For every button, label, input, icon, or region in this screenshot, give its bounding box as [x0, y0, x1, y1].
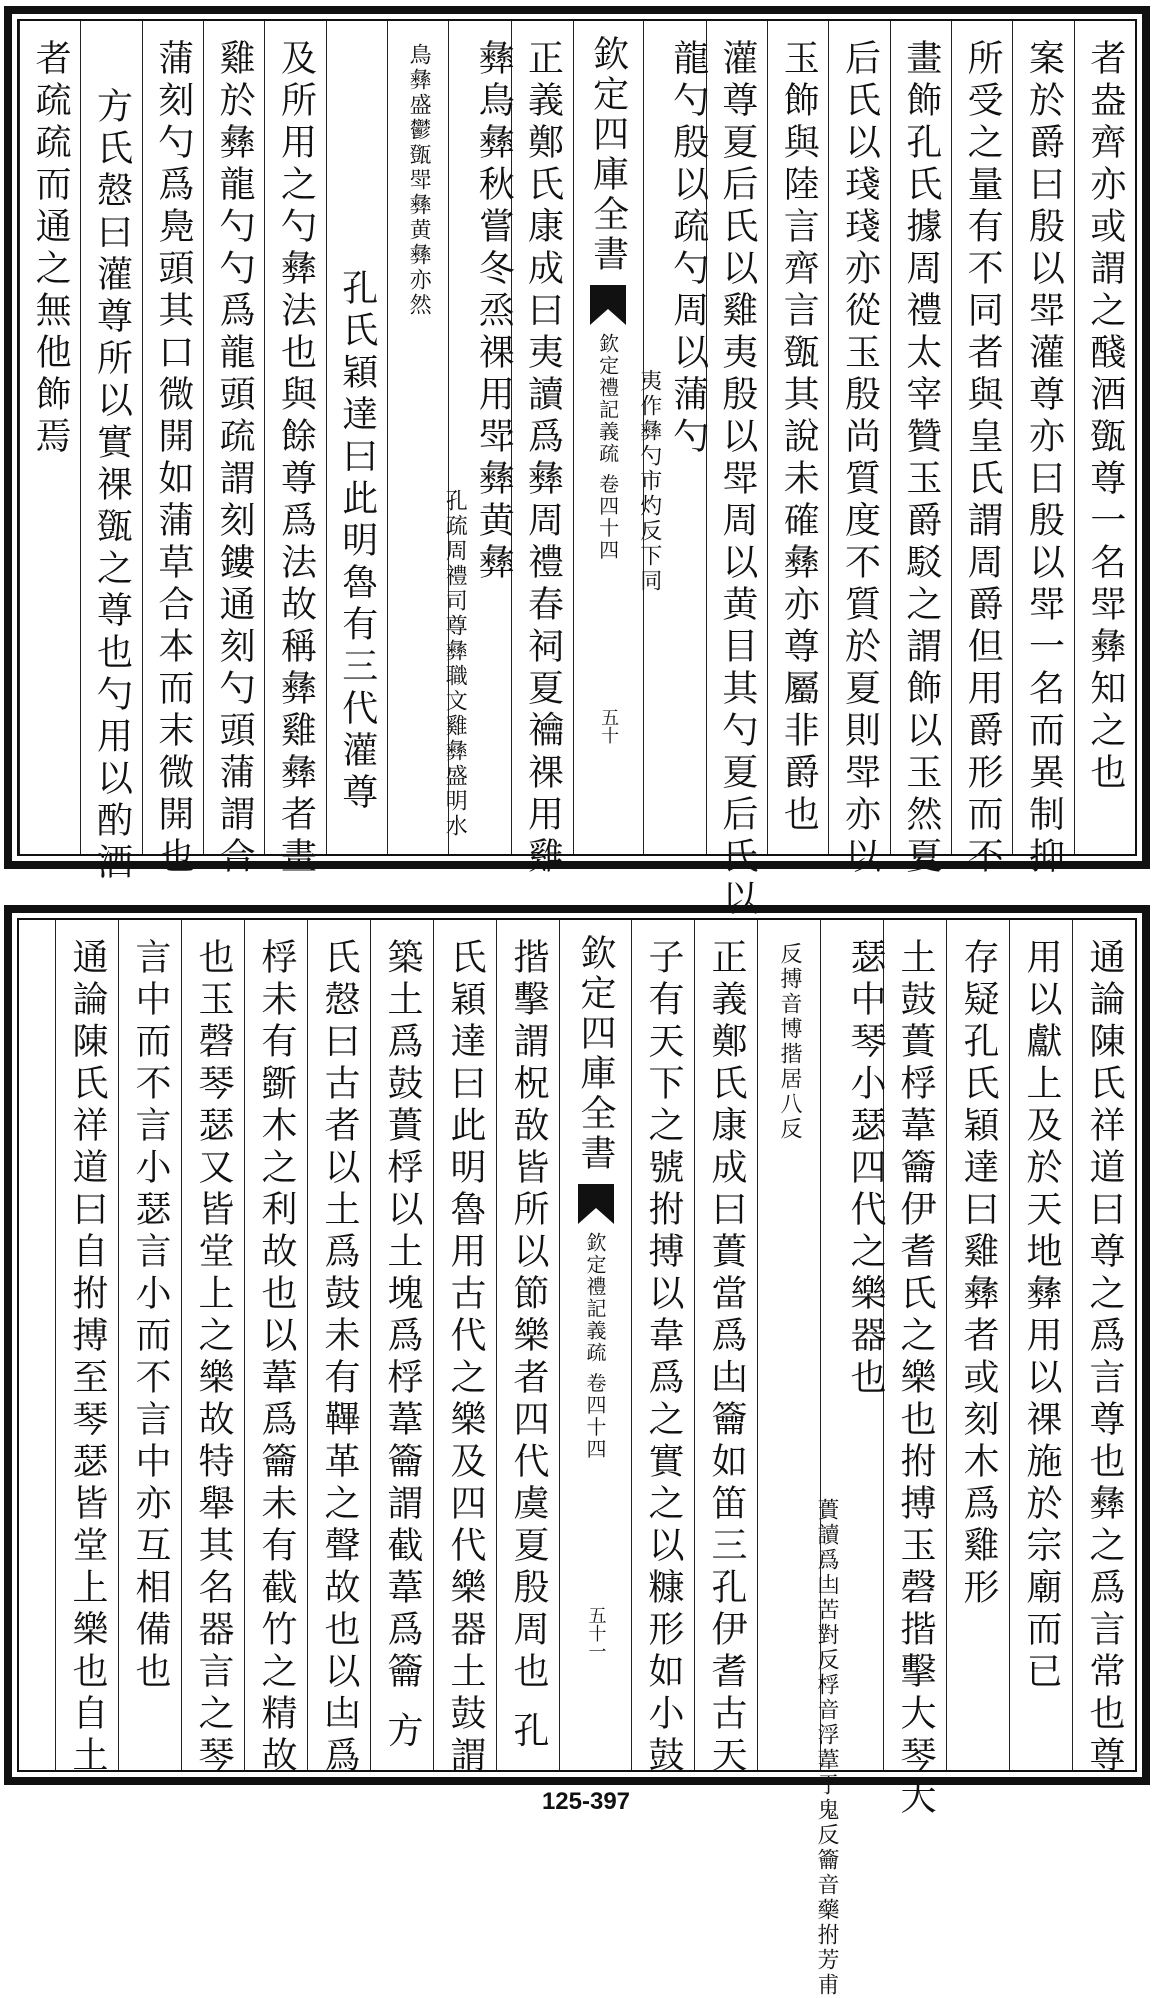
fishtail-mark-icon [578, 1184, 614, 1224]
text-column: 孔氏穎達曰此明魯有三代灌尊 [326, 21, 387, 854]
annotation-note: 蕢讀爲凷苦對反桴音浮葦于鬼反籥音藥拊芳甫 [814, 1498, 839, 1998]
text-column: 揩擊謂柷敔皆所以節樂者四代虞夏殷周也 孔 [496, 920, 559, 1770]
annotation-note: 反搏音博揩居八反 [777, 942, 802, 1142]
text-column: 雞於彝龍勺勺爲龍頭疏謂刻鏤通刻勺頭蒲謂合 [203, 21, 264, 854]
text-column: 案於爵曰殷以斝灌尊亦曰殷以斝一名而異制抑 [1012, 21, 1073, 854]
book-title: 欽定四庫全書 [587, 35, 629, 275]
text-column: 也玉磬琴瑟又皆堂上之樂故特舉其名器言之琴 [181, 920, 244, 1770]
top-page [4, 6, 1150, 921]
fishtail-mark-icon [590, 285, 626, 325]
text-column: 玉飾與陸言齊言㽅其說未確彝亦尊屬非爵也 [767, 21, 828, 854]
text-column: 灌尊夏后氏以雞夷殷以斝周以黄目其勺夏后氏以 [706, 21, 767, 854]
text-column: 畫飾孔氏據周禮太宰贊玉爵駁之謂飾以玉然夏 [890, 21, 951, 854]
page-footer-number: 125-397 [541, 1788, 631, 1815]
book-title: 欽定四庫全書 [575, 934, 616, 1174]
text-column: 通論陳氏祥道曰自拊搏至琴瑟皆堂上樂也自土 [55, 920, 118, 1770]
text-column: 正義鄭氏康成曰夷讀爲彝周禮春祠夏禴祼用雞 [511, 21, 572, 854]
top-page-text-area [17, 19, 1137, 921]
page-number: 五十 [598, 708, 620, 744]
text-column: 龍勺殷以疏勺周以蒲勺 夷作彝勺市灼反下同 [643, 21, 706, 854]
text-column: 土鼓蕢桴葦籥伊耆氏之樂也拊搏玉磬揩擊大琴大 [883, 920, 946, 1770]
text-column: 言中而不言小瑟言小而不言中亦互相備也 [118, 920, 181, 1770]
text-column: 蒲刻勺爲鳧頭其口微開如蒲草合本而末微開也 [142, 21, 203, 854]
text-column: 正義鄭氏康成曰蕢當爲凷籥如笛三孔伊耆古天 [694, 920, 757, 1770]
text-column: 桴未有斵木之利故也以葦爲籥未有截竹之精故 [244, 920, 307, 1770]
text-column: 方氏慤曰灌尊所以實祼㽅之尊也勺用以酌酒 [80, 21, 141, 854]
text-column: 者疏疏而通之無他飾焉 [19, 21, 80, 854]
text-column: 氏穎達曰此明魯用古代之樂及四代樂器土鼓謂 [433, 920, 496, 1770]
text-column: 通論陳氏祥道曰尊之爲言尊也彝之爲言常也尊 [1072, 920, 1135, 1770]
text-column: 子有天下之號拊搏以韋爲之實之以糠形如小鼓 [631, 920, 694, 1770]
text-column: 築土爲鼓蕢桴以土塊爲桴葦籥謂截葦爲籥 方 [370, 920, 433, 1770]
text-column: 瑟中琴小瑟四代之樂器也 蕢讀爲凷苦對反桴音浮葦于鬼反籥音藥拊芳甫 [820, 920, 883, 1770]
center-gutter [559, 920, 631, 1770]
volume-label: 欽定禮記義疏 卷四十四 [595, 333, 620, 562]
text-column: 存疑孔氏穎達曰雞彝者或刻木爲雞形 [946, 920, 1009, 1770]
text-column: 者盎齊亦或謂之醆酒㽅尊一名斝彝知之也 [1074, 21, 1135, 854]
annotation-note: 夷作彝勺市灼反下同 [636, 369, 662, 594]
annotation-note: 孔疏周禮司尊彝職文雞彝盛明水 [442, 489, 468, 839]
text-column: 氏慤曰古者以土爲鼓未有鞸革之聲故也以凷爲 [307, 920, 370, 1770]
text-column [757, 920, 820, 1770]
text-column: 所受之量有不同者與皇氏謂周爵但用爵形而不 [951, 21, 1012, 854]
text-column: 及所用之勺彝法也與餘尊爲法故稱彝雞彝者畫 [264, 21, 325, 854]
annotation-note: 鳥彝盛鬱㽅斝彝黄彝亦然 [406, 43, 432, 318]
text-column [387, 21, 448, 854]
center-gutter [573, 21, 643, 854]
text-column: 用以獻上及於天地彝用以祼施於宗廟而已 [1009, 920, 1072, 1770]
text-column: 后氏以琖琖亦從玉殷尚質度不質於夏則斝亦以 [828, 21, 889, 854]
page-number: 五十一 [585, 1606, 607, 1660]
text-column: 彝鳥彝秋嘗冬烝祼用斝彝黄彝 孔疏周禮司尊彝職文雞彝盛明水 [448, 21, 511, 854]
volume-label: 欽定禮記義疏 卷四十四 [583, 1232, 607, 1461]
